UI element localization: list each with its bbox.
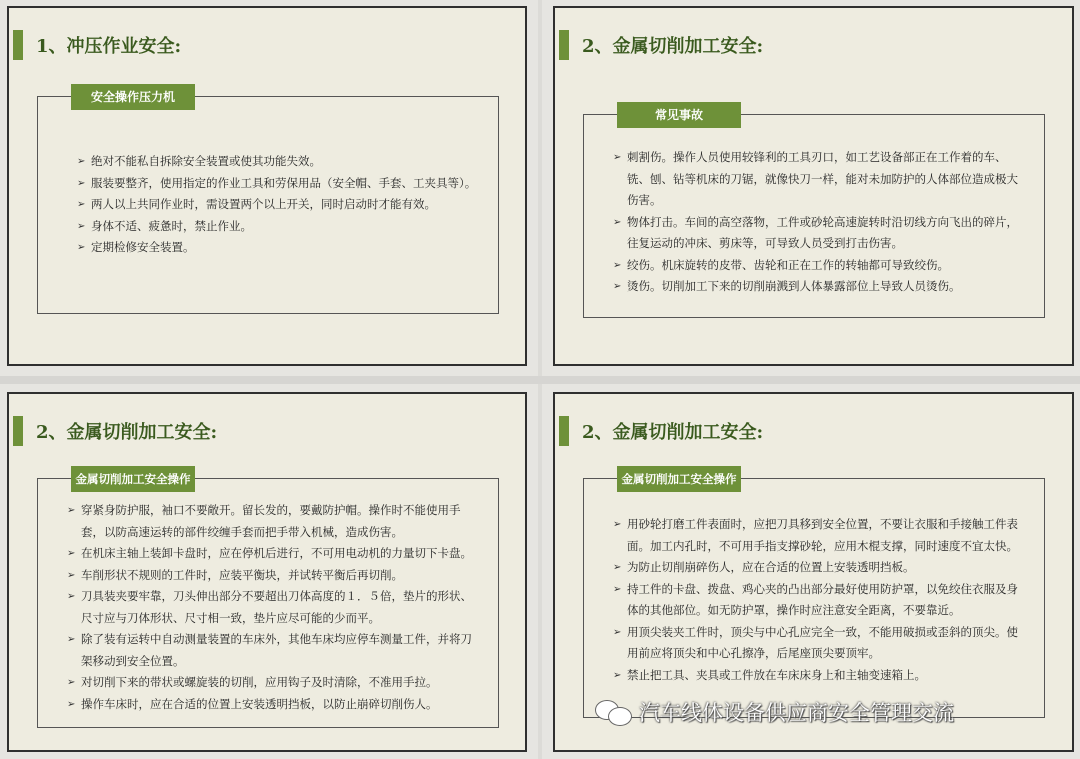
slide-title: 1、冲压作业安全: (36, 36, 182, 57)
watermark (595, 695, 1050, 729)
list-item: ➢ 持工件的卡盘、拨盘、鸡心夹的凸出部分最好使用防护罩，以免绞住衣服及身体的其他部位。如无防护罩，操作时应注意安全距离，不要靠近。 (613, 579, 1025, 622)
list-item: ➢ 用砂轮打磨工件表面时，应把刀具移到安全位置，不要让衣服和手接触工件表面。加工内孔时，不可用手指支撑砂轮，应用木棍支撑，同时速度不宜太快。 (613, 514, 1025, 557)
list-item: ➢ 禁止把工具、夹具或工件放在车床床身上和主轴变速箱上。 (613, 665, 1025, 687)
slide-title: 2、金属切削加工安全: (582, 422, 764, 443)
wechat-icon (595, 698, 633, 726)
slide-title: 2、金属切削加工安全: (36, 422, 218, 443)
slide-metal-cutting-operations-1[interactable] (7, 392, 527, 752)
list-item: ➢ 物体打击。车间的高空落物，工件或砂轮高速旋转时沿切线方向飞出的碎片，往复运动的冲床、剪床等，可导致人员受到打击伤害。 (613, 212, 1025, 255)
bullet-list (77, 151, 517, 259)
list-item: ➢ 烫伤。切削加工下来的切削崩溅到人体暴露部位上导致人员烫伤。 (613, 276, 1025, 298)
list-item: ➢ 车削形状不规则的工件时，应装平衡块，并试转平衡后再切削。 (67, 565, 483, 587)
section-tag: 安全操作压力机 (71, 84, 195, 110)
list-item: ➢ 刀具装夹要牢靠，刀头伸出部分不要超出刀体高度的１．５倍，垫片的形状、尺寸应与刀体形状、尺寸相一致，垫片应尽可能的少而平。 (67, 586, 483, 629)
list-item: ➢ 对切削下来的带状或螺旋装的切削，应用钩子及时清除，不准用手拉。 (67, 672, 483, 694)
list-item: ➢ 服装要整齐，使用指定的作业工具和劳保用品（安全帽、手套、工夹具等）。 (77, 173, 517, 195)
list-item: ➢ 定期检修安全装置。 (77, 237, 517, 259)
bullet-list (67, 500, 483, 715)
list-item: ➢ 绝对不能私自拆除安全装置或使其功能失效。 (77, 151, 517, 173)
title-accent-bar (13, 416, 23, 446)
section-tag: 常见事故 (617, 102, 741, 128)
list-item: ➢ 刺割伤。操作人员使用较锋利的工具刃口，如工艺设备部正在工作着的车、铣、刨、钻等机床的刀锯，就像快刀一样，能对未加防护的人体部位造成极大伤害。 (613, 147, 1025, 212)
list-item: ➢ 除了装有运转中自动测量装置的车床外，其他车床均应停车测量工件，并将刀架移动到安全位置。 (67, 629, 483, 672)
section-tag: 金属切削加工安全操作 (617, 466, 741, 492)
list-item: ➢ 穿紧身防护服，袖口不要敞开。留长发的，要戴防护帽。操作时不能使用手套，以防高速运转的部件绞缠手套而把手带入机械，造成伤害。 (67, 500, 483, 543)
watermark-text: 汽车线体设备供应商安全管理交流 (639, 701, 954, 725)
list-item: ➢ 绞伤。机床旋转的皮带、齿轮和正在工作的转轴都可导致绞伤。 (613, 255, 1025, 277)
bullet-list (613, 514, 1025, 686)
list-item: ➢ 用顶尖装夹工件时，顶尖与中心孔应完全一致，不能用破损或歪斜的顶尖。使用前应将顶尖和中心孔擦净，后尾座顶尖要顶牢。 (613, 622, 1025, 665)
title-accent-bar (559, 416, 569, 446)
list-item: ➢ 在机床主轴上装卸卡盘时，应在停机后进行，不可用电动机的力量切下卡盘。 (67, 543, 483, 565)
slide-title: 2、金属切削加工安全: (582, 36, 764, 57)
list-item: ➢ 为防止切削崩碎伤人，应在合适的位置上安装透明挡板。 (613, 557, 1025, 579)
list-item: ➢ 身体不适、疲惫时，禁止作业。 (77, 216, 517, 238)
bullet-list (613, 147, 1025, 298)
section-tag: 金属切削加工安全操作 (71, 466, 195, 492)
title-accent-bar (13, 30, 23, 60)
list-item: ➢ 操作车床时，应在合适的位置上安装透明挡板，以防止崩碎切削伤人。 (67, 694, 483, 716)
row-separator (0, 376, 1080, 384)
title-accent-bar (559, 30, 569, 60)
slide-stamping-safety[interactable] (7, 6, 527, 366)
slide-metal-cutting-accidents[interactable] (553, 6, 1074, 366)
list-item: ➢ 两人以上共同作业时，需设置两个以上开关，同时启动时才能有效。 (77, 194, 517, 216)
